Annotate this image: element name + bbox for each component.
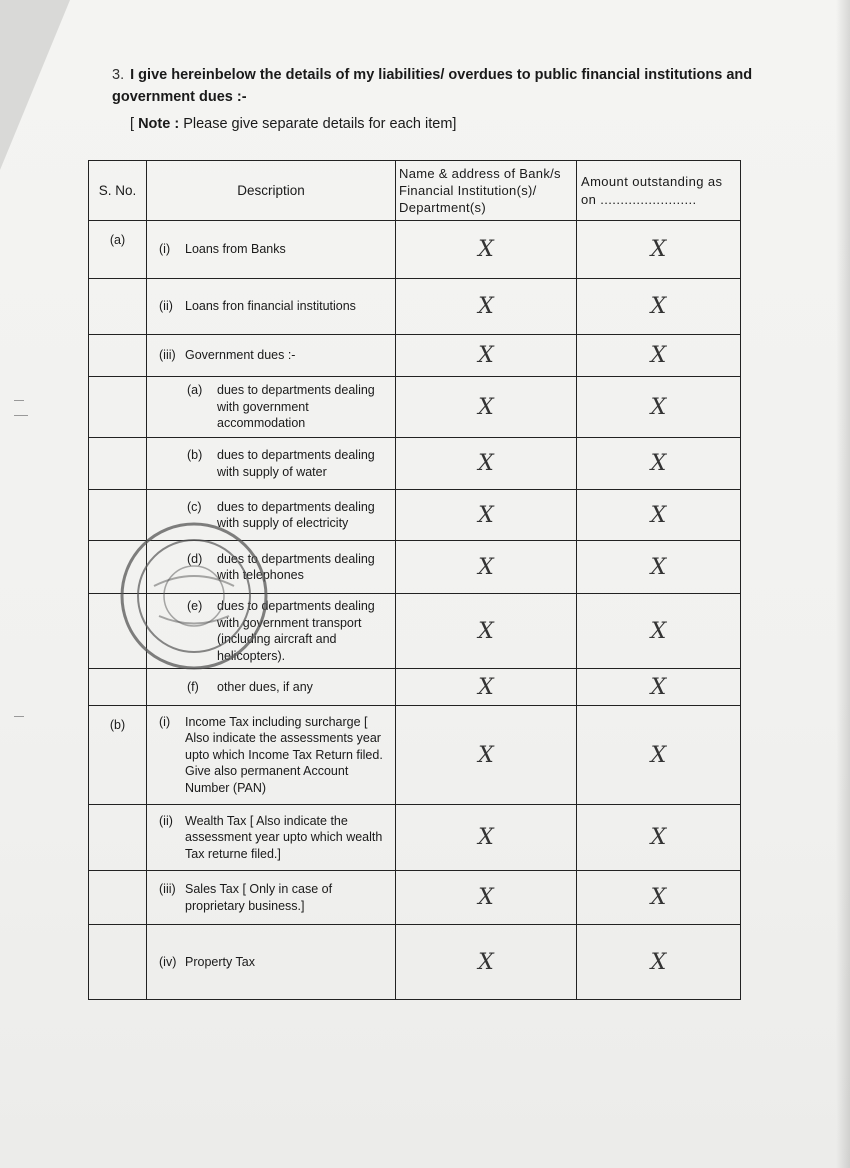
row-sno [89, 279, 147, 335]
row-amount-mark: X [577, 594, 741, 669]
row-item-tag: (f) [187, 679, 199, 694]
row-item-tag: (b) [187, 448, 203, 462]
row-item-tag: (c) [187, 499, 202, 514]
row-amount-mark: X [577, 925, 741, 1000]
row-item-text: Loans fron financial institutions [185, 299, 356, 314]
row-description [147, 438, 396, 490]
row-item-text: dues to departments dealing with telephones [217, 551, 375, 582]
row-item-tag: (iii) [159, 882, 176, 896]
row-item-text: dues to departments dealing with government accommodation [217, 383, 375, 431]
row-item-text: Property Tax [185, 954, 255, 969]
row-amount-mark: X [577, 805, 741, 871]
row-bank-mark: X [396, 279, 577, 335]
row-item-text: dues to departments dealing with government transport (including aircraft and helicopters). [217, 599, 375, 663]
row-item-text: dues to departments dealing with supply of electricity [217, 499, 375, 530]
row-item-tag: (a) [187, 383, 203, 398]
row-description [147, 706, 396, 805]
header-description: Description [147, 161, 396, 221]
section-heading [112, 64, 772, 108]
row-bank-mark: X [396, 490, 577, 541]
note-label: Note : [138, 116, 180, 132]
row-bank-mark: X [396, 925, 577, 1000]
row-amount-mark: X [577, 335, 741, 377]
row-item-text: Income Tax including surcharge [ Also indicate the assessments year upto which Income Tax Return filed. Give also permanent Account Number (PAN) [185, 714, 383, 795]
row-amount-mark: X [577, 871, 741, 925]
row-item-text: Sales Tax [ Only in case of proprietary business.] [185, 882, 333, 913]
row-description [147, 279, 396, 335]
row-sno [89, 871, 147, 925]
header-sno: S. No. [89, 161, 147, 221]
row-amount-mark: X [577, 669, 741, 706]
official-stamp [114, 516, 274, 676]
row-description-block [159, 382, 389, 432]
row-item-text: Loans from Banks [185, 242, 286, 257]
row-description [147, 335, 396, 377]
row-sno: (a) [89, 221, 147, 279]
row-bank-mark: X [396, 377, 577, 438]
row-bank-mark: X [396, 706, 577, 805]
table-row [89, 805, 741, 871]
page-edge-shadow [836, 0, 850, 1168]
row-description-block [159, 813, 389, 863]
row-description [147, 221, 396, 279]
row-item-tag: (i) [159, 242, 171, 257]
row-description [147, 805, 396, 871]
row-sno [89, 438, 147, 490]
table-row [89, 279, 741, 335]
row-bank-mark: X [396, 669, 577, 706]
row-item-tag: (iii) [159, 348, 176, 363]
row-amount-mark: X [577, 490, 741, 541]
row-amount-mark: X [577, 541, 741, 594]
margin-marks [14, 400, 28, 717]
row-bank-mark: X [396, 335, 577, 377]
row-item-text: Government dues :- [185, 348, 296, 363]
table-row [89, 377, 741, 438]
row-description [147, 925, 396, 1000]
row-bank-mark: X [396, 805, 577, 871]
note-text: Please give separate details for each item [183, 116, 453, 132]
row-amount-mark: X [577, 377, 741, 438]
header-bank: Name & address of Bank/s Financial Institution(s)/ Department(s) [396, 161, 577, 221]
row-amount-mark: X [577, 221, 741, 279]
row-bank-mark: X [396, 871, 577, 925]
row-item-tag: (iv) [159, 954, 177, 969]
section-number: 3. [112, 67, 125, 83]
note-line: [ Note : Please give separate details for each item] [130, 116, 457, 132]
row-amount-mark: X [577, 438, 741, 490]
table-row [89, 438, 741, 490]
row-sno: (b) [89, 706, 147, 805]
row-item-tag: (ii) [159, 813, 173, 828]
row-description-block [159, 347, 389, 364]
row-sno [89, 925, 147, 1000]
row-sno [89, 377, 147, 438]
row-sno [89, 335, 147, 377]
table-row [89, 925, 741, 1000]
row-item-tag: (d) [187, 551, 203, 566]
row-description [147, 871, 396, 925]
row-description-block [159, 241, 389, 258]
table-row [89, 221, 741, 279]
row-item-tag: (e) [187, 599, 203, 613]
table-row [89, 335, 741, 377]
row-description-block [159, 714, 389, 797]
table-header-row [89, 161, 741, 221]
folded-corner [0, 0, 70, 170]
row-description-block [159, 954, 389, 971]
row-description-block [159, 881, 389, 914]
row-bank-mark: X [396, 594, 577, 669]
row-item-text: dues to departments dealing with supply of water [217, 448, 375, 479]
table-row [89, 871, 741, 925]
row-item-text: Wealth Tax [ Also indicate the assessment year upto which wealth Tax returne filed.] [185, 813, 383, 861]
row-item-tag: (ii) [159, 299, 173, 314]
header-amount: Amount outstanding as on ........................ [577, 161, 741, 221]
row-bank-mark: X [396, 438, 577, 490]
row-item-text: other dues, if any [217, 679, 313, 694]
row-item-tag: (i) [159, 714, 171, 729]
row-amount-mark: X [577, 706, 741, 805]
row-description-block [159, 679, 389, 696]
row-description-block [159, 298, 389, 315]
row-description-block [159, 447, 389, 480]
row-bank-mark: X [396, 541, 577, 594]
row-amount-mark: X [577, 279, 741, 335]
row-description [147, 377, 396, 438]
row-sno [89, 805, 147, 871]
table-row [89, 706, 741, 805]
row-bank-mark: X [396, 221, 577, 279]
section-heading-text: I give hereinbelow the details of my liabilities/ overdues to public financial institutions and government dues :- [112, 67, 753, 105]
